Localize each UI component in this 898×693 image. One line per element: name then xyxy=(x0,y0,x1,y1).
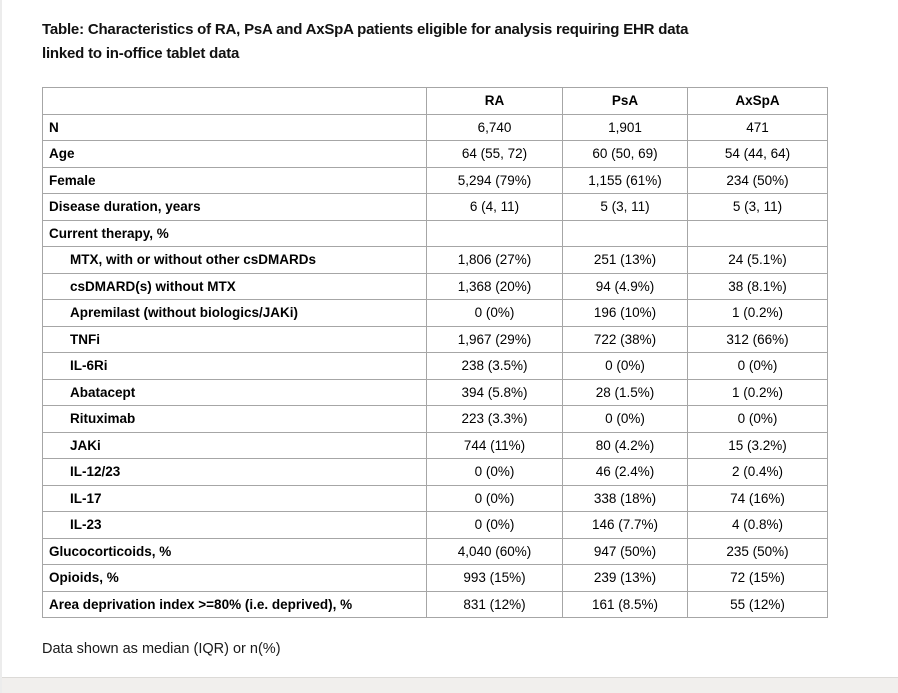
row-current-therapy xyxy=(43,220,828,247)
cell-psa: 239 (13%) xyxy=(563,565,688,592)
cell-psa: 146 (7.7%) xyxy=(563,512,688,539)
cell-label: csDMARD(s) without MTX xyxy=(43,273,427,300)
row-area-deprivation xyxy=(43,591,828,618)
row-rituximab xyxy=(43,406,828,433)
cell-axspa: 1 (0.2%) xyxy=(688,379,828,406)
cell-axspa: 235 (50%) xyxy=(688,538,828,565)
cell-axspa: 0 (0%) xyxy=(688,406,828,433)
row-abatacept xyxy=(43,379,828,406)
cell-label: Age xyxy=(43,141,427,168)
cell-ra: 0 (0%) xyxy=(427,459,563,486)
cell-psa: 0 (0%) xyxy=(563,406,688,433)
row-disease-duration xyxy=(43,194,828,221)
row-age xyxy=(43,141,828,168)
cell-label: IL-23 xyxy=(43,512,427,539)
cell-psa: 161 (8.5%) xyxy=(563,591,688,618)
row-il17 xyxy=(43,485,828,512)
row-tnfi xyxy=(43,326,828,353)
patient-characteristics-table xyxy=(42,87,828,618)
cell-ra: 6 (4, 11) xyxy=(427,194,563,221)
row-female xyxy=(43,167,828,194)
cell-label: Abatacept xyxy=(43,379,427,406)
header-row xyxy=(43,88,828,115)
cell-psa: 251 (13%) xyxy=(563,247,688,274)
table-title xyxy=(42,18,842,66)
cell-psa: 0 (0%) xyxy=(563,353,688,380)
cell-psa: 338 (18%) xyxy=(563,485,688,512)
header-axspa: AxSpA xyxy=(688,88,828,115)
cell-ra: 831 (12%) xyxy=(427,591,563,618)
cell-label: TNFi xyxy=(43,326,427,353)
cell-label: Glucocorticoids, % xyxy=(43,538,427,565)
row-apremilast xyxy=(43,300,828,327)
cell-psa xyxy=(563,220,688,247)
cell-label: Opioids, % xyxy=(43,565,427,592)
cell-ra: 0 (0%) xyxy=(427,485,563,512)
cell-ra xyxy=(427,220,563,247)
cell-label: N xyxy=(43,114,427,141)
cell-label: IL-12/23 xyxy=(43,459,427,486)
cell-ra: 5,294 (79%) xyxy=(427,167,563,194)
row-mtx xyxy=(43,247,828,274)
row-opioids xyxy=(43,565,828,592)
row-jaki xyxy=(43,432,828,459)
cell-psa: 94 (4.9%) xyxy=(563,273,688,300)
cell-psa: 46 (2.4%) xyxy=(563,459,688,486)
cell-psa: 196 (10%) xyxy=(563,300,688,327)
cell-axspa: 0 (0%) xyxy=(688,353,828,380)
cell-ra: 0 (0%) xyxy=(427,512,563,539)
cell-axspa: 38 (8.1%) xyxy=(688,273,828,300)
row-il6ri xyxy=(43,353,828,380)
row-il12-23 xyxy=(43,459,828,486)
cell-ra: 394 (5.8%) xyxy=(427,379,563,406)
cell-axspa: 72 (15%) xyxy=(688,565,828,592)
cell-axspa: 74 (16%) xyxy=(688,485,828,512)
cell-ra: 6,740 xyxy=(427,114,563,141)
cell-label: Area deprivation index >=80% (i.e. deprived), % xyxy=(43,591,427,618)
row-il23 xyxy=(43,512,828,539)
cell-axspa: 24 (5.1%) xyxy=(688,247,828,274)
cell-psa: 60 (50, 69) xyxy=(563,141,688,168)
cell-psa: 28 (1.5%) xyxy=(563,379,688,406)
header-psa: PsA xyxy=(563,88,688,115)
row-csdmard-without-mtx xyxy=(43,273,828,300)
cell-ra: 64 (55, 72) xyxy=(427,141,563,168)
cell-ra: 1,806 (27%) xyxy=(427,247,563,274)
cell-axspa: 471 xyxy=(688,114,828,141)
cell-label: Current therapy, % xyxy=(43,220,427,247)
cell-psa: 947 (50%) xyxy=(563,538,688,565)
cell-ra: 1,368 (20%) xyxy=(427,273,563,300)
table-title-line-1: Table: Characteristics of RA, PsA and AxSpA patients eligible for analysis requiring EHR data xyxy=(42,21,689,38)
cell-label: Female xyxy=(43,167,427,194)
cell-psa: 80 (4.2%) xyxy=(563,432,688,459)
cell-label: Disease duration, years xyxy=(43,194,427,221)
cell-label: Rituximab xyxy=(43,406,427,433)
cell-ra: 4,040 (60%) xyxy=(427,538,563,565)
cell-psa: 1,901 xyxy=(563,114,688,141)
cell-ra: 238 (3.5%) xyxy=(427,353,563,380)
table-footnote: Data shown as median (IQR) or n(%) xyxy=(42,641,281,657)
cell-label: IL-6Ri xyxy=(43,353,427,380)
cell-axspa: 15 (3.2%) xyxy=(688,432,828,459)
cell-axspa xyxy=(688,220,828,247)
cell-axspa: 234 (50%) xyxy=(688,167,828,194)
cell-ra: 744 (11%) xyxy=(427,432,563,459)
cell-axspa: 312 (66%) xyxy=(688,326,828,353)
cell-axspa: 5 (3, 11) xyxy=(688,194,828,221)
cell-axspa: 2 (0.4%) xyxy=(688,459,828,486)
cell-psa: 1,155 (61%) xyxy=(563,167,688,194)
header-ra: RA xyxy=(427,88,563,115)
window-bottom-band xyxy=(2,677,898,693)
table-title-line-2: linked to in-office tablet data xyxy=(42,45,240,62)
cell-axspa: 4 (0.8%) xyxy=(688,512,828,539)
cell-label: MTX, with or without other csDMARDs xyxy=(43,247,427,274)
cell-ra: 0 (0%) xyxy=(427,300,563,327)
cell-label: IL-17 xyxy=(43,485,427,512)
cell-ra: 993 (15%) xyxy=(427,565,563,592)
cell-ra: 223 (3.3%) xyxy=(427,406,563,433)
cell-axspa: 55 (12%) xyxy=(688,591,828,618)
cell-psa: 5 (3, 11) xyxy=(563,194,688,221)
cell-axspa: 1 (0.2%) xyxy=(688,300,828,327)
row-glucocorticoids xyxy=(43,538,828,565)
cell-label: Apremilast (without biologics/JAKi) xyxy=(43,300,427,327)
cell-label: JAKi xyxy=(43,432,427,459)
cell-axspa: 54 (44, 64) xyxy=(688,141,828,168)
row-n xyxy=(43,114,828,141)
cell-ra: 1,967 (29%) xyxy=(427,326,563,353)
cell-psa: 722 (38%) xyxy=(563,326,688,353)
header-empty xyxy=(43,88,427,115)
